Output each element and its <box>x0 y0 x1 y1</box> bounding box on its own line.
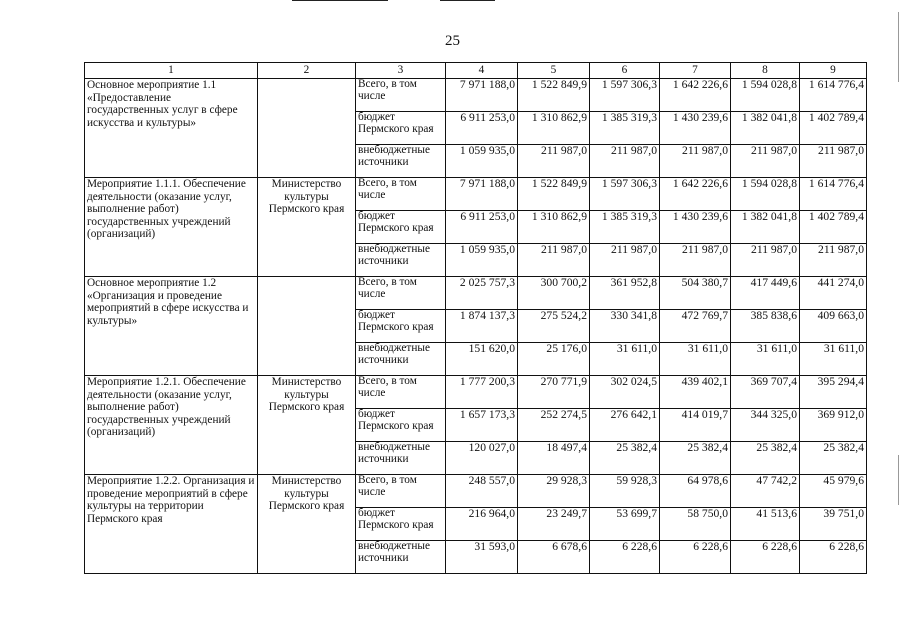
amount-cell: 300 700,2 <box>518 277 590 310</box>
funding-source: внебюджетные источники <box>356 343 446 376</box>
amount-cell: 211 987,0 <box>731 244 800 277</box>
amount-cell: 31 611,0 <box>731 343 800 376</box>
column-number: 3 <box>356 63 446 79</box>
amount-cell: 1 385 319,3 <box>590 112 660 145</box>
amount-cell: 41 513,6 <box>731 508 800 541</box>
amount-cell: 369 912,0 <box>800 409 867 442</box>
table-body <box>85 79 867 574</box>
amount-cell: 25 382,4 <box>590 442 660 475</box>
table-row <box>85 79 867 112</box>
funding-source: бюджет Пермского края <box>356 211 446 244</box>
amount-cell: 31 611,0 <box>590 343 660 376</box>
executor-cell <box>258 79 356 178</box>
amount-cell: 6 911 253,0 <box>446 112 518 145</box>
amount-cell: 211 987,0 <box>518 145 590 178</box>
column-number: 4 <box>446 63 518 79</box>
executor-cell <box>258 277 356 376</box>
column-number: 9 <box>800 63 867 79</box>
budget-table <box>84 62 867 574</box>
amount-cell: 25 176,0 <box>518 343 590 376</box>
amount-cell: 395 294,4 <box>800 376 867 409</box>
table-row <box>85 376 867 409</box>
amount-cell: 6 228,6 <box>660 541 731 574</box>
amount-cell: 1 385 319,3 <box>590 211 660 244</box>
activity-name: Основное мероприятие 1.2 «Организация и проведение мероприятий в сфере искусства и культуры» <box>85 277 258 376</box>
amount-cell: 39 751,0 <box>800 508 867 541</box>
amount-cell: 252 274,5 <box>518 409 590 442</box>
funding-source: внебюджетные источники <box>356 442 446 475</box>
amount-cell: 25 382,4 <box>800 442 867 475</box>
amount-cell: 6 911 253,0 <box>446 211 518 244</box>
amount-cell: 6 228,6 <box>800 541 867 574</box>
funding-source: бюджет Пермского края <box>356 310 446 343</box>
column-number: 2 <box>258 63 356 79</box>
amount-cell: 1 777 200,3 <box>446 376 518 409</box>
amount-cell: 1 402 789,4 <box>800 112 867 145</box>
amount-cell: 472 769,7 <box>660 310 731 343</box>
funding-source: бюджет Пермского края <box>356 409 446 442</box>
amount-cell: 1 594 028,8 <box>731 79 800 112</box>
amount-cell: 211 987,0 <box>731 145 800 178</box>
amount-cell: 1 430 239,6 <box>660 112 731 145</box>
column-number: 5 <box>518 63 590 79</box>
amount-cell: 1 522 849,9 <box>518 178 590 211</box>
funding-source: внебюджетные источники <box>356 244 446 277</box>
amount-cell: 361 952,8 <box>590 277 660 310</box>
scan-edge-mark <box>898 455 899 505</box>
amount-cell: 25 382,4 <box>660 442 731 475</box>
amount-cell: 276 642,1 <box>590 409 660 442</box>
amount-cell: 211 987,0 <box>590 145 660 178</box>
amount-cell: 504 380,7 <box>660 277 731 310</box>
funding-source: Всего, в том числе <box>356 475 446 508</box>
amount-cell: 211 987,0 <box>660 145 731 178</box>
amount-cell: 31 593,0 <box>446 541 518 574</box>
amount-cell: 1 382 041,8 <box>731 211 800 244</box>
amount-cell: 211 987,0 <box>800 145 867 178</box>
amount-cell: 1 642 226,6 <box>660 79 731 112</box>
funding-source: внебюджетные источники <box>356 541 446 574</box>
amount-cell: 31 611,0 <box>660 343 731 376</box>
amount-cell: 1 430 239,6 <box>660 211 731 244</box>
funding-source: бюджет Пермского края <box>356 112 446 145</box>
amount-cell: 64 978,6 <box>660 475 731 508</box>
amount-cell: 211 987,0 <box>800 244 867 277</box>
amount-cell: 120 027,0 <box>446 442 518 475</box>
amount-cell: 1 642 226,6 <box>660 178 731 211</box>
amount-cell: 2 025 757,3 <box>446 277 518 310</box>
amount-cell: 1 614 776,4 <box>800 178 867 211</box>
executor-cell: Министерство культуры Пермского края <box>258 475 356 574</box>
funding-source: Всего, в том числе <box>356 178 446 211</box>
amount-cell: 18 497,4 <box>518 442 590 475</box>
amount-cell: 385 838,6 <box>731 310 800 343</box>
column-number: 7 <box>660 63 731 79</box>
funding-source: внебюджетные источники <box>356 145 446 178</box>
amount-cell: 1 310 862,9 <box>518 211 590 244</box>
amount-cell: 1 402 789,4 <box>800 211 867 244</box>
amount-cell: 23 249,7 <box>518 508 590 541</box>
column-number-row <box>85 63 867 79</box>
amount-cell: 417 449,6 <box>731 277 800 310</box>
amount-cell: 58 750,0 <box>660 508 731 541</box>
amount-cell: 1 657 173,3 <box>446 409 518 442</box>
amount-cell: 275 524,2 <box>518 310 590 343</box>
amount-cell: 1 059 935,0 <box>446 145 518 178</box>
amount-cell: 211 987,0 <box>590 244 660 277</box>
activity-name: Мероприятие 1.2.2. Организация и проведение мероприятий в сфере культуры на территории Пермского края <box>85 475 258 574</box>
activity-name: Мероприятие 1.1.1. Обеспечение деятельности (оказание услуг, выполнение работ) государственных учреждений (организаций) <box>85 178 258 277</box>
amount-cell: 1 310 862,9 <box>518 112 590 145</box>
amount-cell: 1 597 306,3 <box>590 178 660 211</box>
amount-cell: 344 325,0 <box>731 409 800 442</box>
table-row <box>85 277 867 310</box>
activity-name: Мероприятие 1.2.1. Обеспечение деятельности (оказание услуг, выполнение работ) государственных учреждений (организаций) <box>85 376 258 475</box>
column-number: 6 <box>590 63 660 79</box>
page-number: 25 <box>445 33 460 49</box>
top-scan-line <box>440 0 495 1</box>
amount-cell: 270 771,9 <box>518 376 590 409</box>
amount-cell: 409 663,0 <box>800 310 867 343</box>
amount-cell: 29 928,3 <box>518 475 590 508</box>
funding-source: Всего, в том числе <box>356 277 446 310</box>
amount-cell: 330 341,8 <box>590 310 660 343</box>
amount-cell: 248 557,0 <box>446 475 518 508</box>
executor-cell: Министерство культуры Пермского края <box>258 376 356 475</box>
amount-cell: 1 614 776,4 <box>800 79 867 112</box>
amount-cell: 211 987,0 <box>660 244 731 277</box>
amount-cell: 414 019,7 <box>660 409 731 442</box>
amount-cell: 53 699,7 <box>590 508 660 541</box>
amount-cell: 439 402,1 <box>660 376 731 409</box>
amount-cell: 302 024,5 <box>590 376 660 409</box>
amount-cell: 25 382,4 <box>731 442 800 475</box>
column-number: 1 <box>85 63 258 79</box>
activity-name: Основное мероприятие 1.1 «Предоставление государственных услуг в сфере искусства и культуры» <box>85 79 258 178</box>
funding-source: Всего, в том числе <box>356 79 446 112</box>
amount-cell: 1 382 041,8 <box>731 112 800 145</box>
amount-cell: 151 620,0 <box>446 343 518 376</box>
amount-cell: 1 059 935,0 <box>446 244 518 277</box>
column-number: 8 <box>731 63 800 79</box>
amount-cell: 6 228,6 <box>590 541 660 574</box>
amount-cell: 1 522 849,9 <box>518 79 590 112</box>
amount-cell: 6 228,6 <box>731 541 800 574</box>
amount-cell: 31 611,0 <box>800 343 867 376</box>
amount-cell: 6 678,6 <box>518 541 590 574</box>
amount-cell: 59 928,3 <box>590 475 660 508</box>
funding-source: Всего, в том числе <box>356 376 446 409</box>
top-scan-line <box>292 0 388 1</box>
amount-cell: 7 971 188,0 <box>446 79 518 112</box>
amount-cell: 1 594 028,8 <box>731 178 800 211</box>
amount-cell: 211 987,0 <box>518 244 590 277</box>
amount-cell: 1 874 137,3 <box>446 310 518 343</box>
amount-cell: 369 707,4 <box>731 376 800 409</box>
executor-cell: Министерство культуры Пермского края <box>258 178 356 277</box>
amount-cell: 7 971 188,0 <box>446 178 518 211</box>
amount-cell: 45 979,6 <box>800 475 867 508</box>
table-row <box>85 475 867 508</box>
amount-cell: 216 964,0 <box>446 508 518 541</box>
funding-source: бюджет Пермского края <box>356 508 446 541</box>
amount-cell: 1 597 306,3 <box>590 79 660 112</box>
table-row <box>85 178 867 211</box>
amount-cell: 47 742,2 <box>731 475 800 508</box>
amount-cell: 441 274,0 <box>800 277 867 310</box>
